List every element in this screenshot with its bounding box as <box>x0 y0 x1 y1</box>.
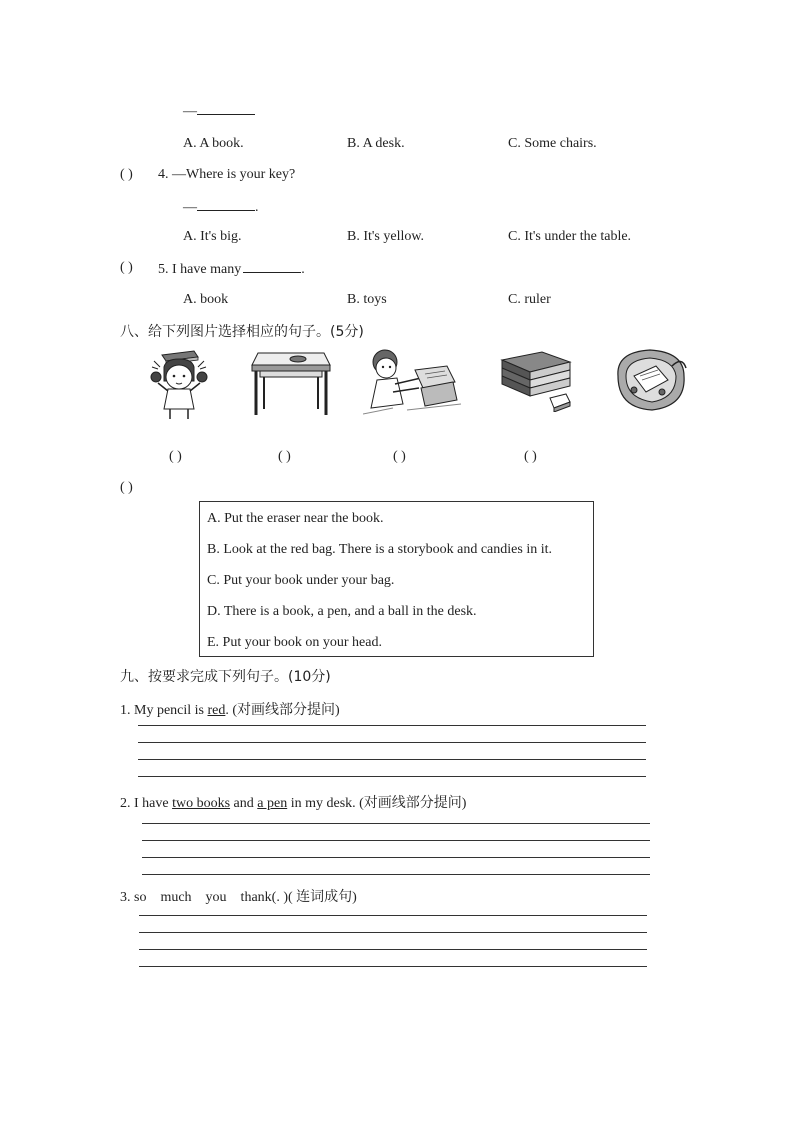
picture4-answer-paren[interactable]: ( ) <box>524 449 537 464</box>
s9-q2-prompt <box>120 792 466 812</box>
q5-stem <box>158 260 305 278</box>
q4-answer-blank[interactable] <box>197 198 255 211</box>
q3-answer-blank[interactable] <box>197 102 255 115</box>
s9-q2-prefix: 2. I have <box>120 796 173 811</box>
desk-picture <box>248 349 334 419</box>
picture5-answer-paren[interactable]: ( ) <box>120 480 133 495</box>
q4-option-c: C. It's under the table. <box>508 229 632 244</box>
q4-answer-end: . <box>255 200 259 215</box>
q4-option-b: B. It's yellow. <box>347 229 425 244</box>
s9-q3-prompt: 3. so much you thank(. )( 连词成句) <box>120 890 357 905</box>
q4-answer-paren[interactable]: ( ) <box>120 167 133 182</box>
q4-option-a: A. It's big. <box>183 229 242 244</box>
s9-q1-prefix: 1. My pencil is <box>120 703 208 718</box>
q3-answer-line <box>183 102 255 120</box>
q3-option-c: C. Some chairs. <box>508 136 597 151</box>
choice-d: D. There is a book, a pen, and a ball in the desk. <box>207 604 477 619</box>
q5-option-a: A. book <box>183 292 229 307</box>
q3-dash: — <box>183 104 197 119</box>
s9-q1-answer-line-1[interactable] <box>138 725 646 726</box>
s9-q2-answer-line-4[interactable] <box>142 874 650 875</box>
s9-q2-underlined-1: two books <box>172 796 231 811</box>
q4-stem: 4. —Where is your key? <box>158 167 296 182</box>
choice-a: A. Put the eraser near the book. <box>207 511 384 526</box>
picture3-answer-paren[interactable]: ( ) <box>393 449 406 464</box>
q4-dash: — <box>183 200 197 215</box>
s9-q2-suffix: in my desk. (对画线部分提问) <box>287 796 467 811</box>
s9-q3-answer-line-3[interactable] <box>139 949 647 950</box>
s9-q1-underlined: red <box>207 703 226 718</box>
q4-answer-line <box>183 198 259 216</box>
s9-q2-answer-line-3[interactable] <box>142 857 650 858</box>
section8-heading: 八、给下列图片选择相应的句子。(5分) <box>120 324 364 340</box>
q5-option-b: B. toys <box>347 292 387 307</box>
choice-e: E. Put your book on your head. <box>207 635 382 650</box>
q5-stem-blank[interactable] <box>243 260 301 273</box>
q3-option-b: B. A desk. <box>347 136 405 151</box>
stack-of-books-picture <box>496 350 576 412</box>
s9-q3-answer-line-2[interactable] <box>139 932 647 933</box>
q5-stem-text: 5. I have many <box>158 262 242 277</box>
q5-option-c: C. ruler <box>508 292 551 307</box>
s9-q2-answer-line-1[interactable] <box>142 823 650 824</box>
q5-stem-end: . <box>301 262 305 277</box>
s9-q1-prompt <box>120 699 340 719</box>
section9-heading: 九、按要求完成下列句子。(10分) <box>120 669 331 685</box>
picture2-answer-paren[interactable]: ( ) <box>278 449 291 464</box>
s9-q1-answer-line-3[interactable] <box>138 759 646 760</box>
s9-q3-answer-line-1[interactable] <box>139 915 647 916</box>
girl-putting-book-picture <box>363 348 463 420</box>
s9-q3-answer-line-4[interactable] <box>139 966 647 967</box>
choice-c: C. Put your book under your bag. <box>207 573 395 588</box>
choice-b: B. Look at the red bag. There is a storybook and candies in it. <box>207 542 552 557</box>
s9-q1-answer-line-4[interactable] <box>138 776 646 777</box>
bag-with-candies-picture <box>612 346 690 414</box>
s9-q1-suffix: . (对画线部分提问) <box>225 703 340 718</box>
girl-book-on-head-picture <box>146 347 212 421</box>
q3-option-a: A. A book. <box>183 136 244 151</box>
s9-q2-answer-line-2[interactable] <box>142 840 650 841</box>
s9-q1-answer-line-2[interactable] <box>138 742 646 743</box>
s9-q2-middle: and <box>230 796 258 811</box>
q5-answer-paren[interactable]: ( ) <box>120 260 133 275</box>
picture1-answer-paren[interactable]: ( ) <box>169 449 182 464</box>
s9-q2-underlined-2: a pen <box>257 796 288 811</box>
